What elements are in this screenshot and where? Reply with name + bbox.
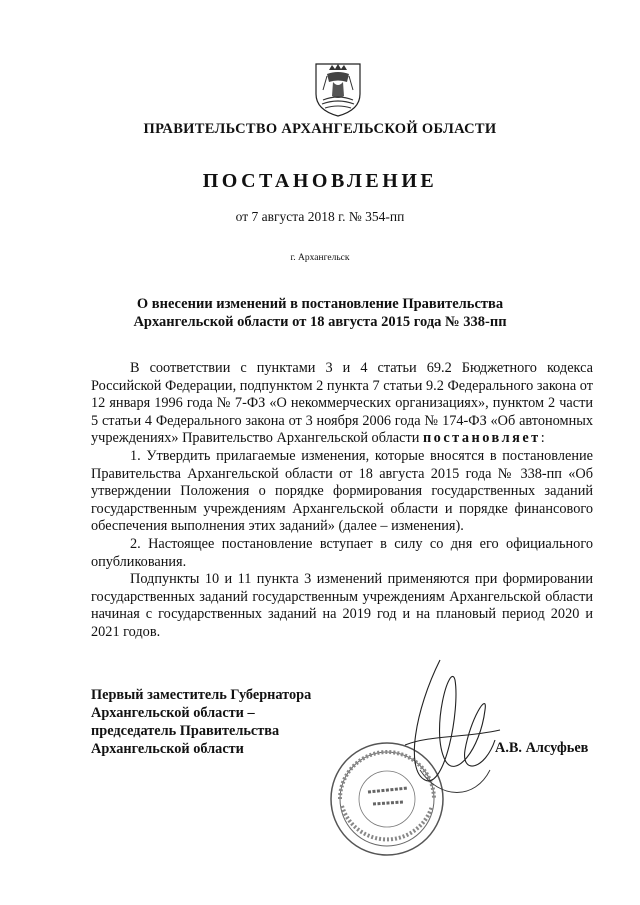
- preamble-text: В соответствии с пунктами 3 и 4 статьи 69.2 Бюджетного кодекса Российской Федерации, подпунктом 2 пункта 7 статьи 9.2 Федерального закона от 12 января 1996 года № 7-ФЗ «О некоммерческих организациях», пунктом 2 части 5 статьи 4 Федерального закона от 3 ноября 2006 года № 174-ФЗ «Об автономных учреждениях» Правительство Архангельской области: [91, 360, 593, 447]
- decree-colon: :: [540, 430, 545, 447]
- document-type: ПОСТАНОВЛЕНИЕ: [202, 170, 438, 192]
- handwritten-signature: [385, 650, 505, 810]
- signatory-title-line-1: Первый заместитель Губернатора: [91, 687, 312, 703]
- item-2-paragraph: 2. Настоящее постановление вступает в силу со дня его официального опубликования.: [91, 535, 593, 570]
- subject-line-2: Архангельской области от 18 августа 2015 года № 338-пп: [133, 314, 507, 330]
- signatory-title-line-2: Архангельской области –: [91, 705, 255, 721]
- decree-word: постановляет: [422, 430, 541, 447]
- document-body: [91, 360, 593, 642]
- organization-name: ПРАВИТЕЛЬСТВО АРХАНГЕЛЬСКОЙ ОБЛАСТИ: [143, 121, 497, 137]
- document-date-number: от 7 августа 2018 г. № 354-пп: [235, 209, 405, 224]
- document-city: г. Архангельск: [290, 253, 350, 263]
- coat-of-arms-icon: [313, 60, 363, 118]
- preamble-paragraph: [91, 360, 593, 448]
- signatory-title: [91, 686, 311, 758]
- document-subject: [0, 295, 640, 331]
- item-1-paragraph: 1. Утвердить прилагаемые изменения, которые вносятся в постановление Правительства Архангельской области от 18 августа 2015 года № 338-пп «Об утверждении Положения о порядке формирования государственных заданий государственным учреждениям Архангельской области и порядке финансового обеспечения выполнения этих заданий» (далее – изменения).: [91, 447, 593, 535]
- subject-line-1: О внесении изменений в постановление Правительства: [136, 296, 504, 312]
- signatory-title-line-3: председатель Правительства: [91, 723, 280, 739]
- signatory-title-line-4: Архангельской области: [91, 741, 244, 757]
- item-3-paragraph: Подпункты 10 и 11 пункта 3 изменений применяются при формировании государственных заданий государственным учреждениям Архангельской области начиная с государственных заданий на 2019 год и на плановый период 2020 и 2021 годов.: [91, 571, 593, 640]
- signatory-name: А.В. Алсуфьев: [495, 740, 589, 756]
